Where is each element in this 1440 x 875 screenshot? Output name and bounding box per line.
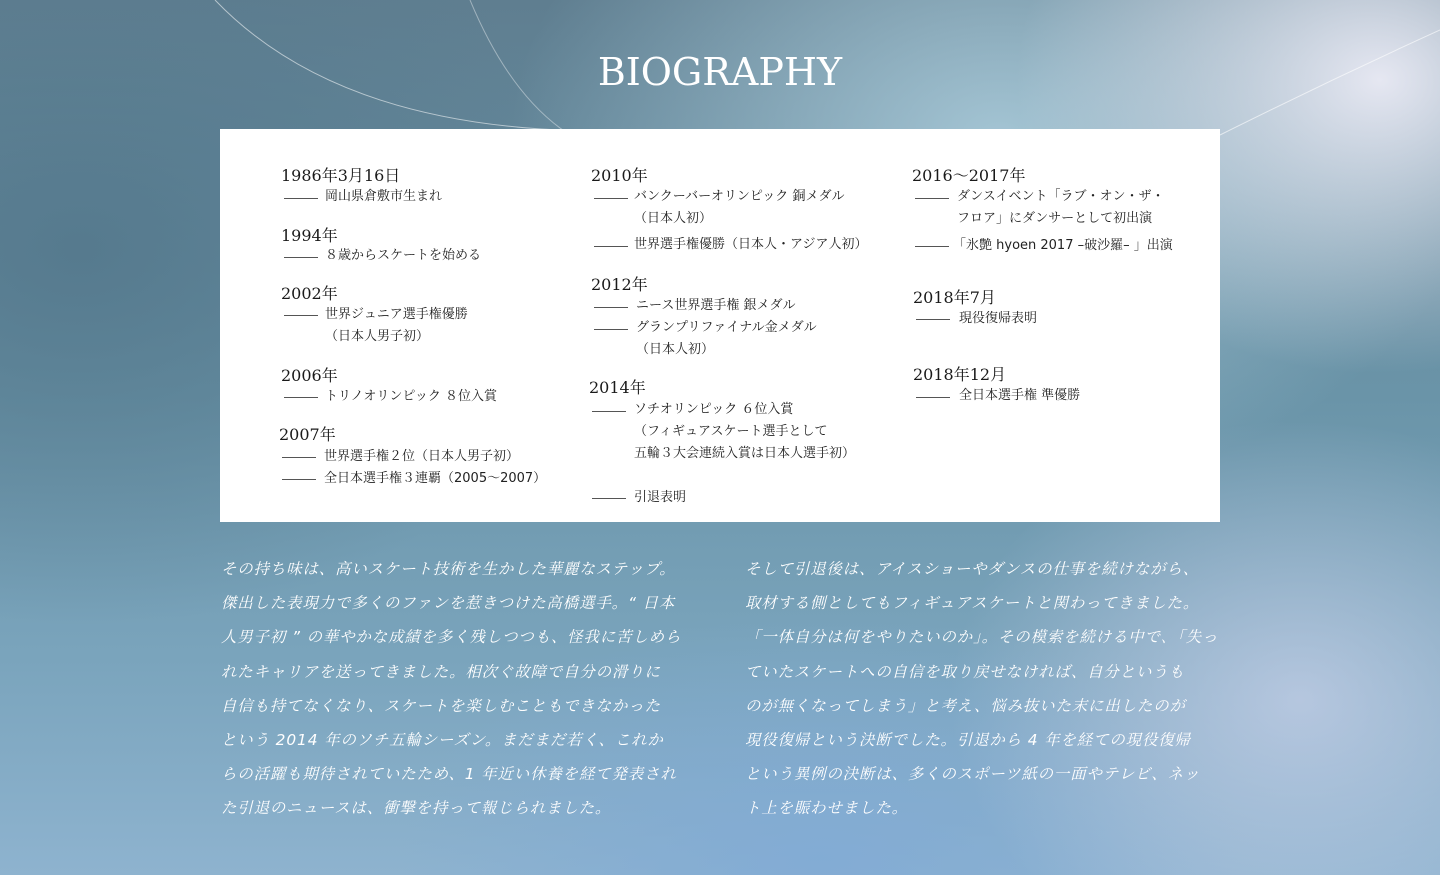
text-line: らの活躍も期待されていたため、1 年近い休養を経て発表され (221, 765, 677, 784)
timeline-year: 2014年 (589, 378, 646, 397)
timeline-event: （フィギュアスケート選手として (634, 424, 828, 439)
timeline-dash (916, 397, 950, 398)
text-line: 人男子初 ” の華やかな成績を多く残しつつも、怪我に苦しめら (221, 628, 682, 647)
timeline-year: 2007年 (279, 425, 336, 444)
timeline-dash (284, 257, 318, 258)
text-line: その持ち味は、高いスケート技術を生かした華麗なステップ。 (221, 560, 676, 578)
text-line: 取材する側としてもフィギュアスケートと関わってきました。 (745, 594, 1200, 613)
timeline-dash (282, 479, 316, 480)
timeline-event: 全日本選手権 準優勝 (959, 388, 1081, 403)
timeline-year: 2018年7月 (913, 288, 996, 307)
timeline-year: 2018年12月 (913, 365, 1007, 384)
timeline-event: グランプリファイナル金メダル (636, 320, 817, 335)
timeline-dash (916, 319, 950, 320)
timeline-year: 1986年3月16日 (281, 166, 401, 185)
timeline-event: ソチオリンピック ６位入賞 (634, 402, 794, 417)
timeline-event: （日本人初） (634, 211, 713, 226)
timeline-dash (284, 198, 318, 199)
timeline-dash (594, 246, 628, 247)
timeline-dash (594, 307, 628, 308)
timeline-event: （日本人男子初） (325, 329, 430, 344)
timeline-event: 「氷艶 hyoen 2017 –破沙羅– 」出演 (953, 238, 1173, 253)
timeline-event: バンクーバーオリンピック 銅メダル (634, 189, 845, 204)
timeline-event: 世界選手権２位（日本人男子初） (324, 449, 520, 464)
text-line: という異例の決断は、多くのスポーツ紙の一面やテレビ、ネッ (745, 765, 1201, 784)
timeline-event: ニース世界選手権 銀メダル (636, 298, 796, 313)
timeline-year: 2012年 (591, 275, 648, 294)
biography-text-right (745, 552, 1223, 826)
timeline-event: 岡山県倉敷市生まれ (325, 189, 443, 204)
page-title: BIOGRAPHY (597, 50, 843, 94)
timeline-dash (915, 198, 949, 199)
timeline-dash (592, 411, 626, 412)
timeline-year: 2016〜2017年 (912, 166, 1026, 185)
timeline-event: ダンスイベント「ラブ・オン・ザ・ (957, 189, 1165, 204)
text-line: 現役復帰という決断でした。引退から 4 年を経ての現役復帰 (745, 731, 1191, 750)
text-line: そして引退後は、アイスショーやダンスの仕事を続けながら、 (745, 560, 1199, 578)
timeline-event: 全日本選手権３連覇（2005〜2007） (324, 471, 547, 486)
text-line: 「一体自分は何をやりたいのか」。その模索を続ける中で､「失っ (745, 628, 1219, 647)
timeline-event: 世界ジュニア選手権優勝 (325, 307, 468, 322)
text-line: 傑出した表現力で多くのファンを惹きつけた高橋選手。“ 日本 (221, 594, 676, 613)
timeline-event: 引退表明 (634, 490, 687, 505)
timeline-event: トリノオリンピック ８位入賞 (325, 389, 497, 404)
text-line: ていたスケートへの自信を取り戻せなければ、自分というも (745, 662, 1185, 681)
timeline-dash (284, 397, 318, 398)
timeline-event: 現役復帰表明 (959, 311, 1038, 326)
biography-text-left (221, 552, 699, 826)
text-line: という 2014 年のソチ五輪シーズン。まだまだ若く、これか (221, 731, 664, 750)
timeline-dash (594, 198, 628, 199)
timeline-dash (282, 457, 316, 458)
text-line: ト上を賑わせました。 (745, 799, 908, 818)
timeline-year: 2006年 (281, 366, 338, 385)
timeline-dash (915, 246, 949, 247)
timeline-event: 世界選手権優勝（日本人・アジア人初） (634, 237, 868, 252)
text-line: れたキャリアを送ってきました。相次ぐ故障で自分の滑りに (221, 662, 661, 681)
timeline-event: フロア」にダンサーとして初出演 (957, 211, 1153, 226)
text-line: た引退のニュースは、衝撃を持って報じられました。 (221, 799, 612, 818)
timeline-event: 五輪３大会連続入賞は日本人選手初） (634, 446, 856, 461)
text-line: のが無くなってしまう」と考え、悩み抜いた末に出したのが (745, 696, 1186, 715)
timeline-dash (592, 498, 626, 499)
timeline-year: 2002年 (281, 284, 338, 303)
timeline-panel (220, 129, 1220, 522)
timeline-year: 2010年 (591, 166, 648, 185)
timeline-event: ８歳からスケートを始める (325, 248, 482, 263)
timeline-dash (284, 315, 318, 316)
timeline-event: （日本人初） (636, 342, 715, 357)
timeline-year: 1994年 (281, 226, 338, 245)
timeline-dash (594, 329, 628, 330)
text-line: 自信も持てなくなり、スケートを楽しむこともできなかった (221, 696, 661, 715)
